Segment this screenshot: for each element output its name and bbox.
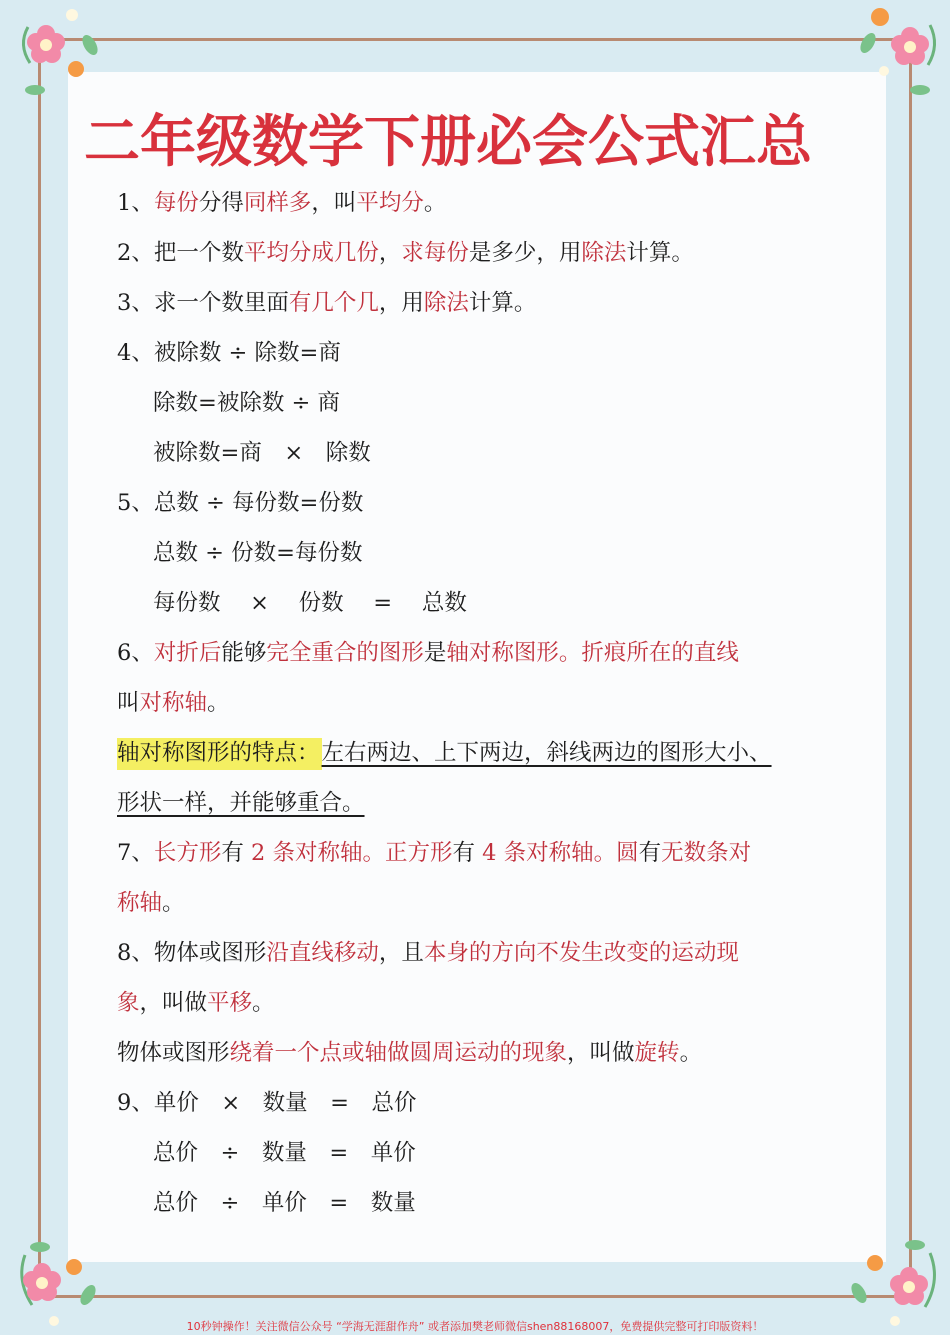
item-8-line-1: 8、物体或图形沿直线移动，且本身的方向不发生改变的运动现 [117,940,739,966]
flower-decoration-bottom-right-icon [845,1235,945,1330]
flower-decoration-top-left-icon [10,5,105,100]
feature-label-highlight: 轴对称图形的特点： [117,738,322,770]
item-4-formula-2: 除数=被除数 ÷ 商 [153,390,341,416]
frame-bottom [38,1295,912,1298]
frame-top [38,38,912,41]
item-5-formula-3: 每份数 × 份数 = 总数 [153,590,467,616]
symmetry-feature-line-1: 轴对称图形的特点：左右两边、上下两边，斜线两边的图形大小、 [117,738,772,768]
item-5-formula-2: 总数 ÷ 份数=每份数 [153,540,363,566]
frame-left [38,38,41,1298]
item-1: 1、每份分得同样多，叫平均分。 [117,190,447,216]
item-9-formula-3: 总价 ÷ 单价 = 数量 [153,1190,416,1216]
flower-decoration-top-right-icon [850,5,945,100]
item-4-formula-3: 被除数=商 × 除数 [153,440,371,466]
item-5-formula-1: 5、总数 ÷ 每份数=份数 [117,490,364,516]
item-9-formula-1: 9、单价 × 数量 = 总价 [117,1090,417,1116]
item-4-formula-1: 4、被除数 ÷ 除数=商 [117,340,341,366]
item-6-line-2: 叫对称轴。 [117,690,230,716]
item-9-formula-2: 总价 ÷ 数量 = 单价 [153,1140,416,1166]
item-3: 3、求一个数里面有几个几，用除法计算。 [117,290,537,316]
item-2: 2、把一个数平均分成几份，求每份是多少，用除法计算。 [117,240,694,266]
item-7-line-2: 称轴。 [117,890,185,916]
page-title: 二年级数学下册必会公式汇总 [84,110,812,175]
flower-decoration-bottom-left-icon [10,1235,105,1330]
frame-right [909,38,912,1298]
item-6-line-1: 6、对折后能够完全重合的图形是轴对称图形。折痕所在的直线 [117,640,739,666]
symmetry-feature-line-2: 形状一样，并能够重合。 [117,790,365,816]
footer-notice: 10秒钟操作！关注微信公众号 “学海无涯甜作舟” 或者添加樊老师微信shen88168007，免费提供完整可打印版资料！ [186,1320,764,1333]
rotation-definition: 物体或图形绕着一个点或轴做圆周运动的现象，叫做旋转。 [117,1040,703,1066]
item-7-line-1: 7、长方形有 2 条对称轴。正方形有 4 条对称轴。圆有无数条对 [117,840,752,866]
item-8-line-2: 象，叫做平移。 [117,990,275,1016]
